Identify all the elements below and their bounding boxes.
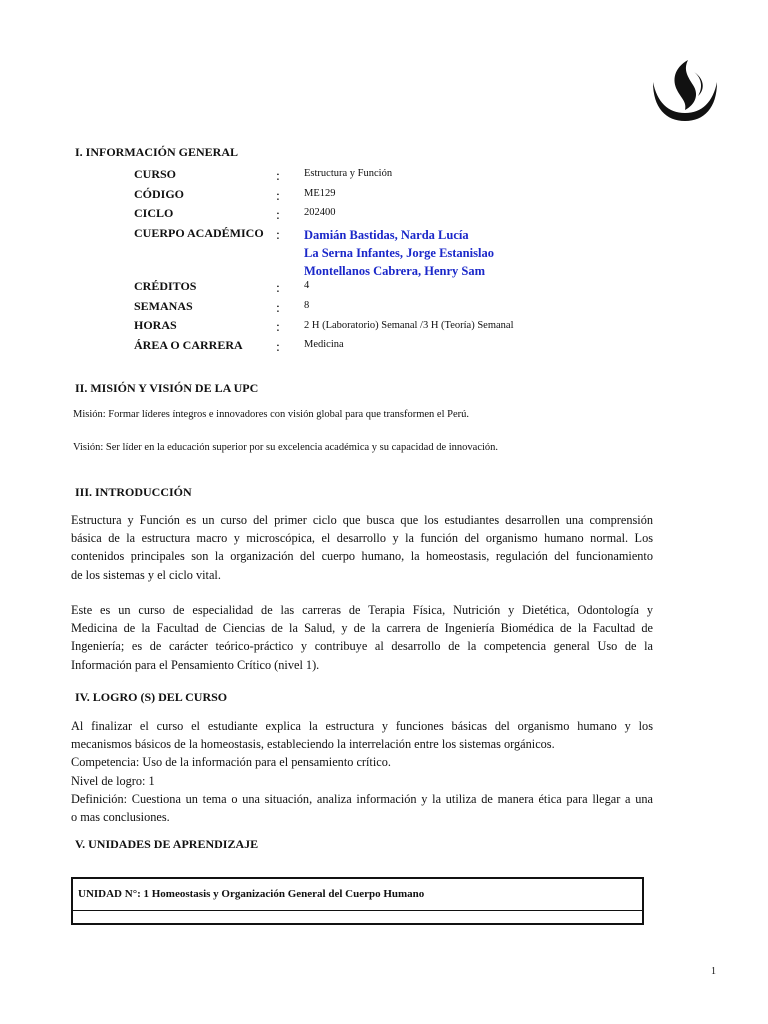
colon: :	[276, 320, 280, 335]
text-line: Definición: Cuestiona un tema o una situación, analiza información y la utiliza de manera ética para llegar a una	[71, 791, 653, 806]
text-line: Nivel de logro: 1	[71, 773, 155, 788]
faculty-member: Damián Bastidas, Narda Lucía	[304, 228, 469, 242]
section-heading-intro: III. INTRODUCCIÓN	[75, 485, 192, 499]
text-line: de los sistemas y el ciclo vital.	[71, 567, 221, 582]
label-horas: HORAS	[134, 318, 177, 332]
colon: :	[276, 208, 280, 223]
value-curso: Estructura y Función	[304, 168, 393, 179]
section-heading-achievements: IV. LOGRO (S) DEL CURSO	[75, 690, 228, 704]
upc-logo-icon	[650, 58, 720, 122]
text-line: Competencia: Uso de la información para el pensamiento crítico.	[71, 755, 391, 770]
value-semanas: 8	[304, 300, 310, 311]
vision-text: Visión: Ser líder en la educación superior por su excelencia académica y su capacidad de innovación.	[73, 442, 499, 453]
section-heading-mission-vision: II. MISIÓN Y VISIÓN DE LA UPC	[75, 381, 259, 395]
faculty-member: La Serna Infantes, Jorge Estanislao	[304, 246, 494, 260]
colon: :	[276, 340, 280, 355]
text-line: básica de la estructura macro y microscópica, el desarrollo y la función del organismo humano normal. Los	[71, 531, 653, 546]
text-line: mecanismos básicos de la homeostasis, estableciendo la interrelación entre los sistemas orgánicos.	[71, 737, 555, 752]
intro-paragraph-2	[71, 601, 653, 674]
text-line: Al finalizar el curso el estudiante explica la estructura y funciones básicas del organismo humano y los	[71, 719, 653, 733]
section-heading-general: I. INFORMACIÓN GENERAL	[75, 145, 239, 159]
label-curso: CURSO	[134, 167, 177, 181]
value-area: Medicina	[304, 339, 344, 350]
text-line: Estructura y Función es un curso del primer ciclo que busca que los estudiantes desarrollen una comprensión	[71, 513, 653, 527]
section-heading-units: V. UNIDADES DE APRENDIZAJE	[75, 837, 259, 851]
table-divider	[73, 910, 642, 911]
colon: :	[276, 189, 280, 204]
achievement-paragraph	[71, 717, 653, 826]
mission-text: Misión: Formar líderes íntegros e innovadores con visión global para que transformen el Perú.	[73, 409, 469, 420]
value-creditos: 4	[304, 280, 310, 291]
unit-title: UNIDAD N°: 1 Homeostasis y Organización General del Cuerpo Humano	[78, 888, 425, 900]
text-line: Ingeniería; es de carácter teórico-práctico y contribuye al desarrollo de la competencia general Uso de la	[71, 639, 653, 654]
text-line: Información para el Pensamiento Crítico (nivel 1).	[71, 657, 320, 672]
colon: :	[276, 228, 280, 243]
text-line: Medicina de la Facultad de Ciencias de la Salud, y de la carrera de Ingeniería Biomédica de la Facultad de	[71, 621, 653, 636]
label-ciclo: CICLO	[134, 206, 174, 220]
value-codigo: ME129	[304, 188, 336, 199]
page-number: 1	[711, 966, 716, 977]
colon: :	[276, 169, 280, 184]
colon: :	[276, 301, 280, 316]
intro-paragraph-1	[71, 511, 653, 584]
label-semanas: SEMANAS	[134, 299, 193, 313]
label-codigo: CÓDIGO	[134, 187, 185, 201]
text-line: contenidos principales son la organización del cuerpo humano, la homeostasis, regulación del funcionamiento	[71, 549, 653, 564]
value-ciclo: 202400	[304, 207, 336, 218]
unit-table	[71, 877, 644, 925]
label-creditos: CRÉDITOS	[134, 279, 197, 293]
label-area: ÁREA O CARRERA	[134, 338, 243, 352]
faculty-member: Montellanos Cabrera, Henry Sam	[304, 264, 486, 278]
text-line: o mas conclusiones.	[71, 810, 170, 825]
text-line: Este es un curso de especialidad de las carreras de Terapia Física, Nutrición y Dietética, Odontología y	[71, 603, 653, 617]
value-horas: 2 H (Laboratorio) Semanal /3 H (Teoría) Semanal	[304, 320, 514, 331]
colon: :	[276, 281, 280, 296]
label-cuerpo-academico: CUERPO ACADÉMICO	[134, 226, 264, 240]
